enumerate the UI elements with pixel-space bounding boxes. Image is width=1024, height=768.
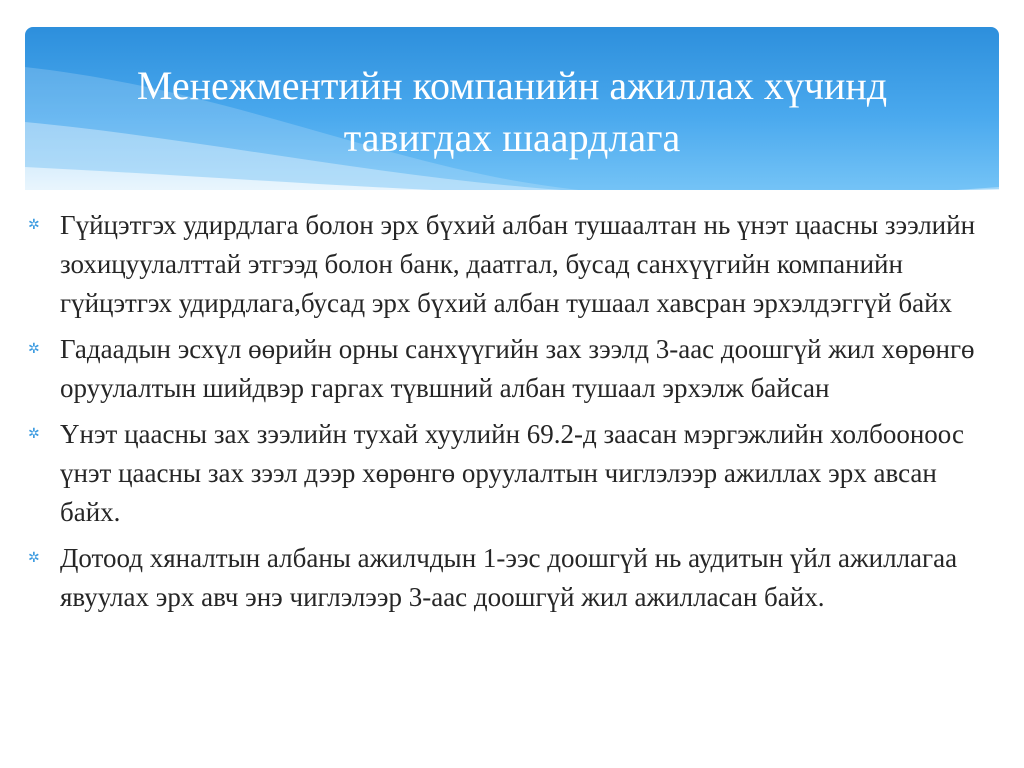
title-line-2: тавигдах шаардлага: [343, 115, 681, 160]
bullet-text: Гүйцэтгэх удирдлага болон эрх бүхий албан тушаалтан нь үнэт цаасны зээлийн зохицуулалттай этгээд болон банк, даатгал, бусад санхүүгийн компанийн гүйцэтгэх удирдлага,бусад эрх бүхий албан тушаал хавсран эрхэлдэггүй байх: [60, 210, 976, 318]
star-bullet-icon: ✲: [28, 341, 40, 357]
star-bullet-icon: ✲: [28, 426, 40, 442]
bullet-item: [28, 415, 1003, 532]
bullet-text: Гадаадын эсхүл өөрийн орны санхүүгийн зах зээлд 3-аас доошгүй жил хөрөнгө оруулалтын шийдвэр гаргах түвшний албан тушаал эрхэлж байсан: [60, 334, 975, 403]
title-line-1: Менежментийн компанийн ажиллах хүчинд: [136, 63, 888, 108]
bullet-item: [28, 539, 1003, 617]
bullet-text: Дотоод хяналтын албаны ажилчдын 1-ээс доошгүй нь аудитын үйл ажиллагаа явуулах эрх авч энэ чиглэлээр 3-аас доошгүй жил ажилласан байх.: [60, 543, 958, 612]
bullet-item: [28, 330, 1003, 408]
bullet-list: [28, 206, 1003, 624]
bullet-item: [28, 206, 1003, 323]
slide-title: [25, 60, 999, 164]
star-bullet-icon: ✲: [28, 550, 40, 566]
bullet-text: Үнэт цаасны зах зээлийн тухай хуулийн 69.2-д заасан мэргэжлийн холбооноос үнэт цаасны зах зээл дээр хөрөнгө оруулалтын чиглэлээр ажиллах эрх авсан байх.: [60, 419, 964, 527]
star-bullet-icon: ✲: [28, 217, 40, 233]
